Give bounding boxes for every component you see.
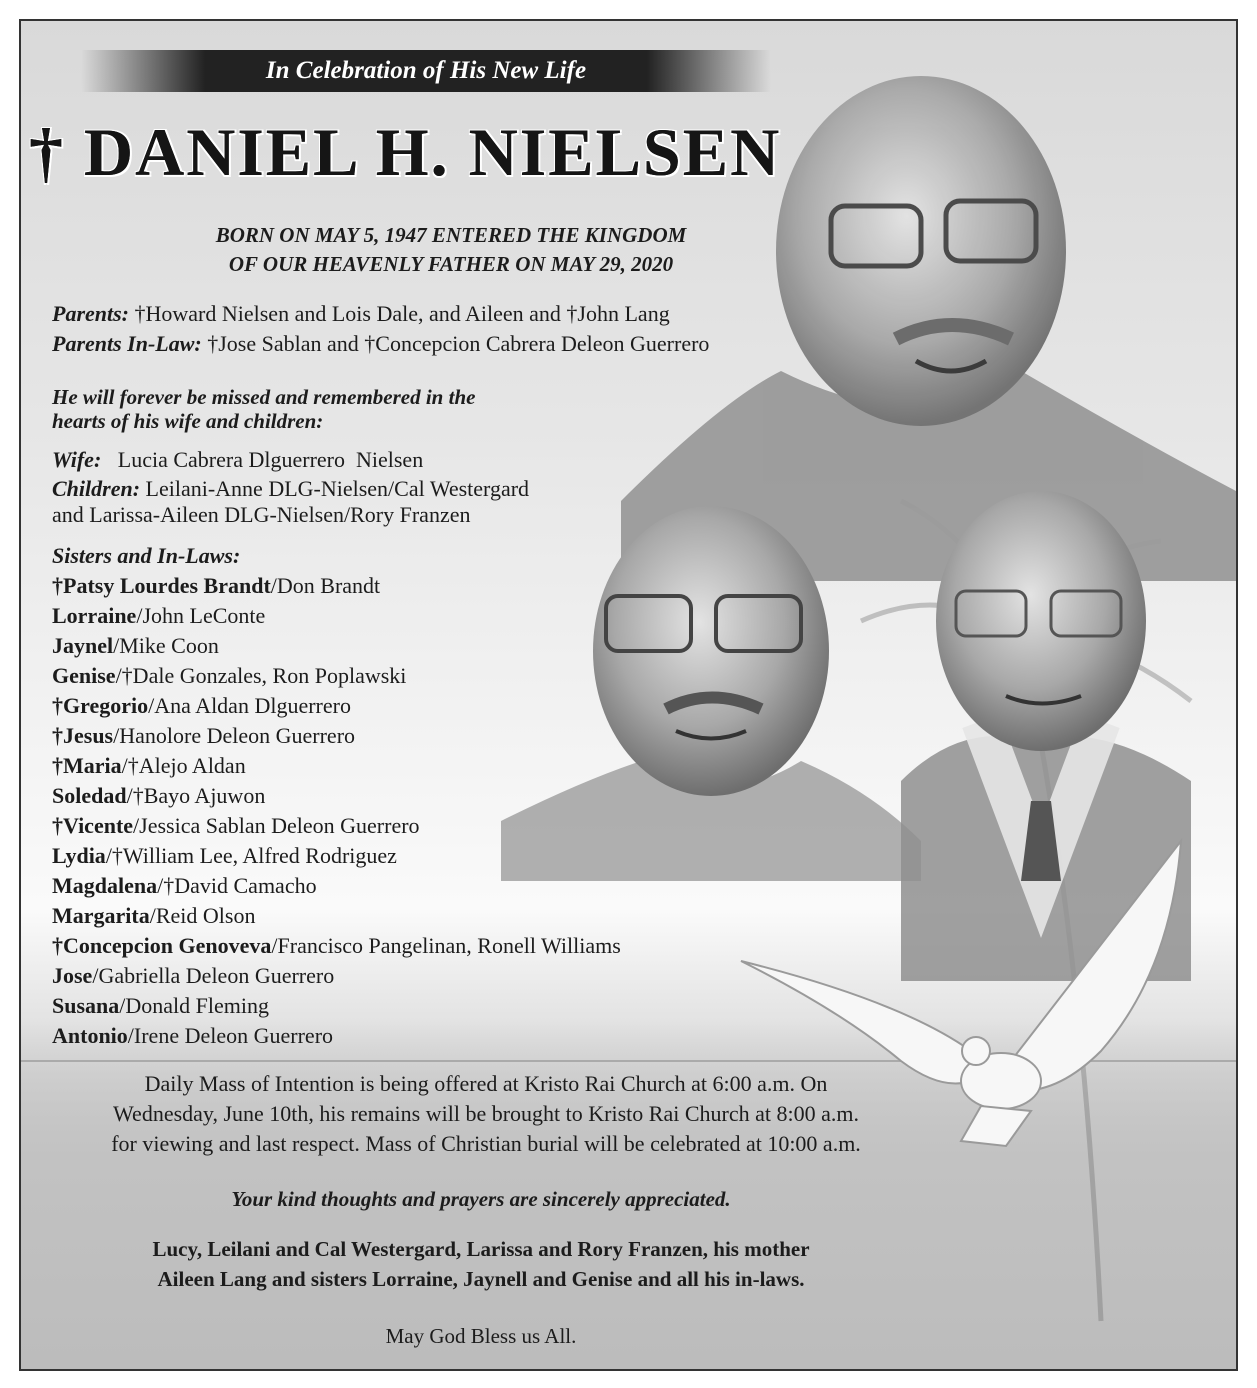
sibling-name: Jaynel <box>52 633 114 658</box>
sibling-spouse: /Gabriella Deleon Guerrero <box>92 963 335 988</box>
sibling-name: Margarita <box>52 903 150 928</box>
remembrance-line-1: He will forever be missed and remembered in the <box>52 385 476 409</box>
sibling-spouse: /Hanolore Deleon Guerrero <box>113 723 356 748</box>
mass-line-2: Wednesday, June 10th, his remains will be brought to Kristo Rai Church at 8:00 a.m. <box>113 1101 859 1126</box>
thanks-message: Your kind thoughts and prayers are sincerely appreciated. <box>231 1187 731 1211</box>
list-item <box>52 901 621 931</box>
remembrance-text <box>52 385 475 433</box>
sibling-name: Soledad <box>52 783 127 808</box>
parents-in-law-text: †Jose Sablan and †Concepcion Cabrera Deleon Guerrero <box>201 331 710 356</box>
parents-text: †Howard Nielsen and Lois Dale, and Aileen and †John Lang <box>129 301 670 326</box>
children-text: Leilani-Anne DLG-Nielsen/Cal Westergard <box>140 476 530 501</box>
sibling-name: †Concepcion Genoveva <box>52 933 272 958</box>
sibling-spouse: /†David Camacho <box>157 873 317 898</box>
sibling-spouse: /Francisco Pangelinan, Ronell Williams <box>271 933 621 958</box>
parents-line <box>52 301 670 327</box>
children-line <box>52 476 529 528</box>
birth-death-dates <box>81 221 821 279</box>
sibling-name: †Jesus <box>52 723 114 748</box>
sibling-spouse: /Don Brandt <box>270 573 381 598</box>
sibling-name: Susana <box>52 993 120 1018</box>
list-item <box>52 751 621 781</box>
sibling-spouse: /Jessica Sablan Deleon Guerrero <box>133 813 420 838</box>
sibling-name: Magdalena <box>52 873 158 898</box>
list-item <box>52 991 621 1021</box>
sibling-spouse: /†Bayo Ajuwon <box>126 783 266 808</box>
wife-text: Lucia Cabrera Dlguerrero Nielsen <box>101 447 424 472</box>
sibling-spouse: /Mike Coon <box>113 633 219 658</box>
born-line-1: BORN ON MAY 5, 1947 ENTERED THE KINGDOM <box>215 223 687 247</box>
sibling-spouse: /Irene Deleon Guerrero <box>127 1023 334 1048</box>
born-line-2: OF OUR HEAVENLY FATHER ON MAY 29, 2020 <box>228 252 674 276</box>
family-signature <box>81 1234 881 1294</box>
sibling-name: Lorraine <box>52 603 137 628</box>
sibling-spouse: /†Dale Gonzales, Ron Poplawski <box>115 663 407 688</box>
parents-label: Parents: <box>52 301 129 326</box>
sibling-name: Antonio <box>52 1023 128 1048</box>
parents-in-law-label: Parents In-Law: <box>52 331 202 356</box>
list-item <box>52 721 621 751</box>
sibling-spouse: /†Alejo Aldan <box>121 753 246 778</box>
sibling-name: †Maria <box>52 753 122 778</box>
children-label: Children: <box>52 476 141 501</box>
deceased-name: † DANIEL H. NIELSEN <box>29 114 782 190</box>
list-item <box>52 1021 621 1051</box>
mass-line-3: for viewing and last respect. Mass of Christian burial will be celebrated at 10:00 a.m. <box>111 1131 861 1156</box>
list-item <box>52 691 621 721</box>
sibling-name: Jose <box>52 963 93 988</box>
parents-in-law-line <box>52 331 709 357</box>
list-item <box>52 931 621 961</box>
sibling-name: †Vicente <box>52 813 134 838</box>
sibling-name: Lydia <box>52 843 106 868</box>
list-item <box>52 871 621 901</box>
family-line-1: Lucy, Leilani and Cal Westergard, Larissa and Rory Franzen, his mother <box>152 1237 810 1261</box>
sibling-name: Genise <box>52 663 116 688</box>
list-item <box>52 571 621 601</box>
obituary-frame <box>19 19 1238 1371</box>
sibling-spouse: /John LeConte <box>136 603 266 628</box>
sibling-spouse: /Ana Aldan Dlguerrero <box>148 693 351 718</box>
list-item <box>52 841 621 871</box>
remembrance-line-2: hearts of his wife and children: <box>52 409 324 433</box>
sisters-heading: Sisters and In-Laws: <box>52 543 241 568</box>
sisters-list <box>52 541 621 1051</box>
mass-line-1: Daily Mass of Intention is being offered at Kristo Rai Church at 6:00 a.m. On <box>144 1071 828 1096</box>
wife-line <box>52 447 423 473</box>
sibling-spouse: /Donald Fleming <box>119 993 269 1018</box>
sibling-name: †Gregorio <box>52 693 149 718</box>
list-item <box>52 781 621 811</box>
sibling-name: †Patsy Lourdes Brandt <box>52 573 271 598</box>
sibling-spouse: /†William Lee, Alfred Rodriguez <box>105 843 397 868</box>
list-item <box>52 601 621 631</box>
list-item <box>52 661 621 691</box>
family-line-2: Aileen Lang and sisters Lorraine, Jaynell and Genise and all his in-laws. <box>157 1267 805 1291</box>
blessing: May God Bless us All. <box>385 1324 577 1348</box>
celebration-banner: In Celebration of His New Life <box>81 50 771 92</box>
children-text-2: and Larissa-Aileen DLG-Nielsen/Rory Franzen <box>52 502 471 527</box>
mass-schedule <box>41 1069 931 1159</box>
wife-label: Wife: <box>52 447 102 472</box>
sibling-spouse: /Reid Olson <box>149 903 256 928</box>
list-item <box>52 631 621 661</box>
list-item <box>52 811 621 841</box>
list-item <box>52 961 621 991</box>
